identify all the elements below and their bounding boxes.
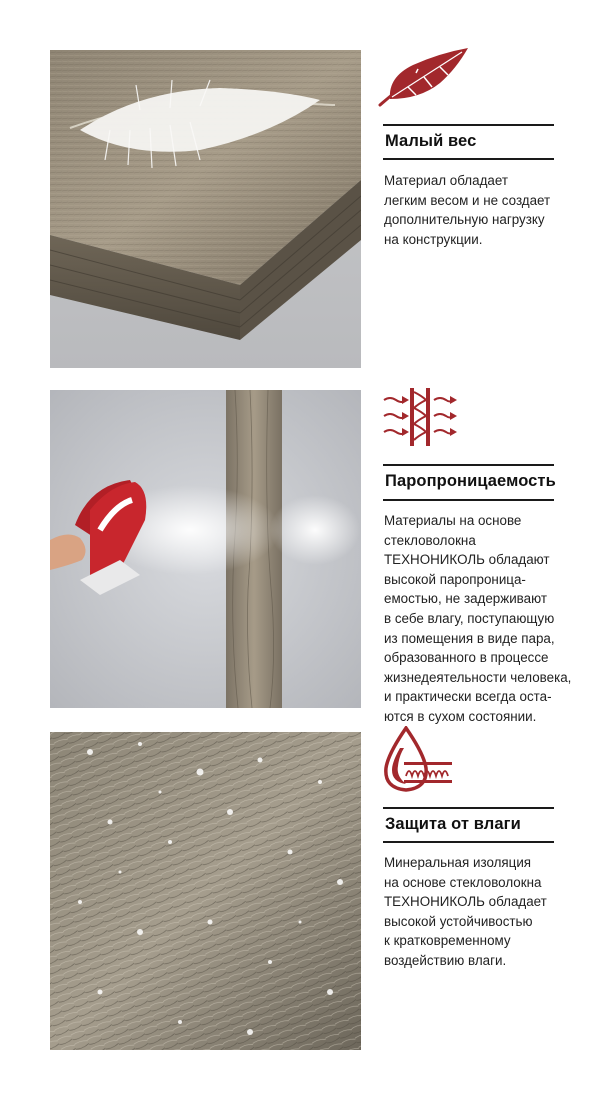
wet-fibers-photo	[50, 732, 361, 1050]
divider-bottom-3	[383, 841, 554, 843]
divider-bottom-1	[383, 158, 554, 160]
steam-iron-insulation-photo	[50, 390, 361, 708]
moisture-drop-icon	[382, 726, 454, 794]
divider-top-3	[383, 807, 554, 809]
feature-title-vapor-permeability: Паропроницаемость	[385, 472, 556, 490]
feature-title-moisture-protection: Защита от влаги	[385, 815, 521, 833]
divider-top-2	[383, 464, 554, 466]
divider-bottom-2	[383, 499, 554, 501]
feature-text-moisture-protection: Минеральная изоляция на основе стекловолокна ТЕХНОНИКОЛЬ обладает высокой устойчивостью к кратковременному воздействию влаги.	[384, 855, 547, 968]
feather-icon	[378, 47, 470, 109]
vapor-permeability-icon	[382, 386, 458, 448]
divider-top-1	[383, 124, 554, 126]
insulation-slab-feather-photo	[50, 50, 361, 368]
feature-title-light-weight: Малый вес	[385, 132, 477, 150]
feature-text-light-weight: Материал обладает легким весом и не создает дополнительную нагрузку на конструкции.	[384, 173, 551, 247]
feature-text-vapor-permeability: Материалы на основе стекловолокна ТЕХНОНИКОЛЬ обладают высокой паропроница- емостью, не задерживают в себе влагу, поступающую из помещения в виде пара, образованного в процессе жизнедеятельности человека, и практически всегда оста- ются в сухом состоянии.	[384, 513, 572, 724]
